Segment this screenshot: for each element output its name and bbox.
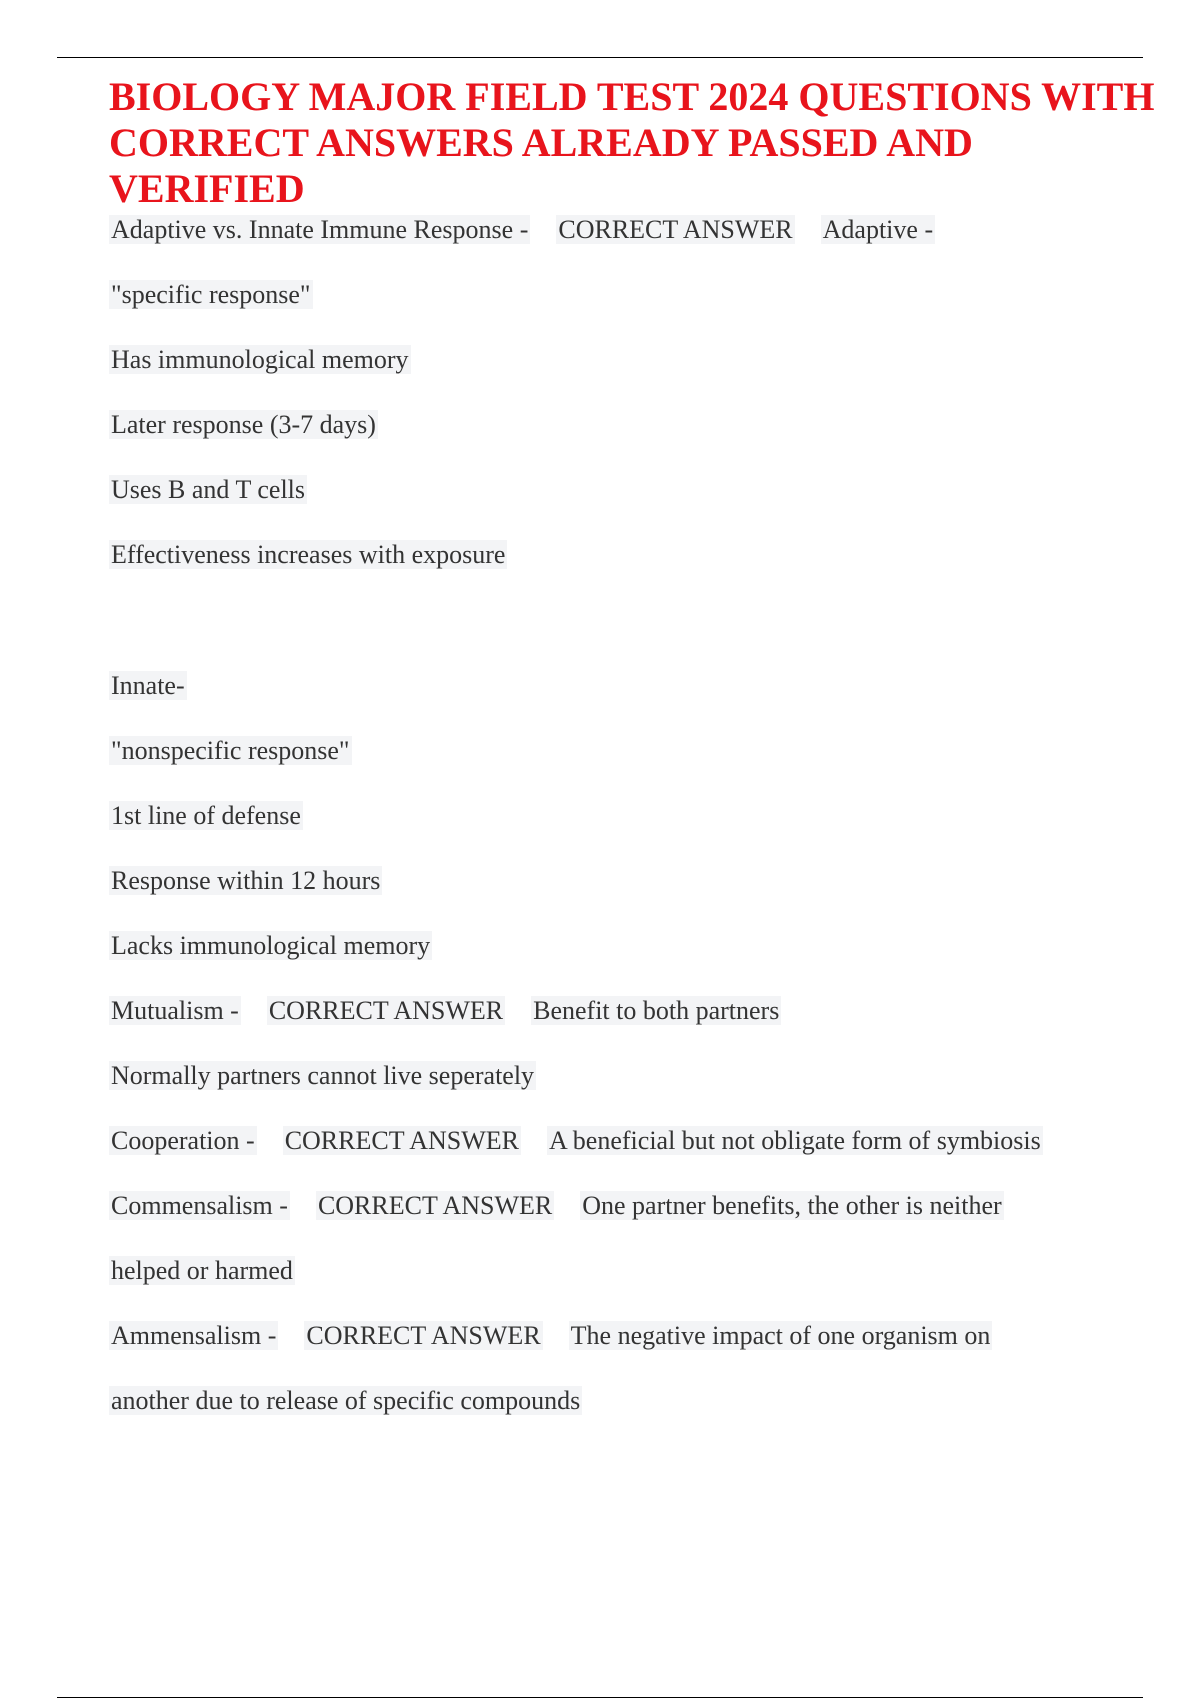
term: Commensalism - bbox=[111, 1191, 288, 1220]
answer-line: Has immunological memory bbox=[111, 345, 409, 374]
answer-line: Lacks immunological memory bbox=[111, 931, 431, 960]
answer-line: helped or harmed bbox=[111, 1256, 293, 1285]
entry-commensalism-header bbox=[109, 1188, 1004, 1224]
entry-adaptive-innate-header bbox=[109, 212, 935, 248]
answer-line: Uses B and T cells bbox=[111, 475, 306, 504]
answer-line: 1st line of defense bbox=[111, 801, 301, 830]
correct-answer-label: CORRECT ANSWER bbox=[306, 1321, 541, 1350]
correct-answer-label: CORRECT ANSWER bbox=[284, 1126, 519, 1155]
term: Cooperation - bbox=[111, 1126, 255, 1155]
answer-line: Innate- bbox=[111, 671, 185, 700]
entry-mutualism-header bbox=[109, 993, 781, 1029]
answer-text: The negative impact of one organism on bbox=[570, 1321, 991, 1350]
answer-line: another due to release of specific compounds bbox=[111, 1386, 581, 1415]
answer-line: "specific response" bbox=[111, 280, 311, 309]
answer-line: Response within 12 hours bbox=[111, 866, 381, 895]
answer-text: Benefit to both partners bbox=[533, 996, 780, 1025]
answer-line: "nonspecific response" bbox=[111, 736, 350, 765]
term: Adaptive vs. Innate Immune Response - bbox=[111, 215, 529, 244]
document-title: BIOLOGY MAJOR FIELD TEST 2024 QUESTIONS WITH CORRECT ANSWERS ALREADY PASSED AND VERIFIED bbox=[109, 74, 1155, 211]
answer-line: Effectiveness increases with exposure bbox=[111, 540, 506, 569]
answer-text: A beneficial but not obligate form of symbiosis bbox=[548, 1126, 1041, 1155]
answer-text: Adaptive - bbox=[822, 215, 934, 244]
top-rule bbox=[57, 57, 1143, 58]
entry-ammensalism-header bbox=[109, 1318, 992, 1354]
answer-text: One partner benefits, the other is neither bbox=[582, 1191, 1002, 1220]
entry-cooperation-header bbox=[109, 1123, 1043, 1159]
correct-answer-label: CORRECT ANSWER bbox=[317, 1191, 553, 1220]
term: Ammensalism - bbox=[111, 1321, 277, 1350]
term: Mutualism - bbox=[111, 996, 239, 1025]
answer-line: Normally partners cannot live seperately bbox=[111, 1061, 535, 1090]
bottom-rule bbox=[57, 1697, 1143, 1698]
answer-line: Later response (3-7 days) bbox=[111, 410, 376, 439]
correct-answer-label: CORRECT ANSWER bbox=[268, 996, 504, 1025]
correct-answer-label: CORRECT ANSWER bbox=[558, 215, 793, 244]
